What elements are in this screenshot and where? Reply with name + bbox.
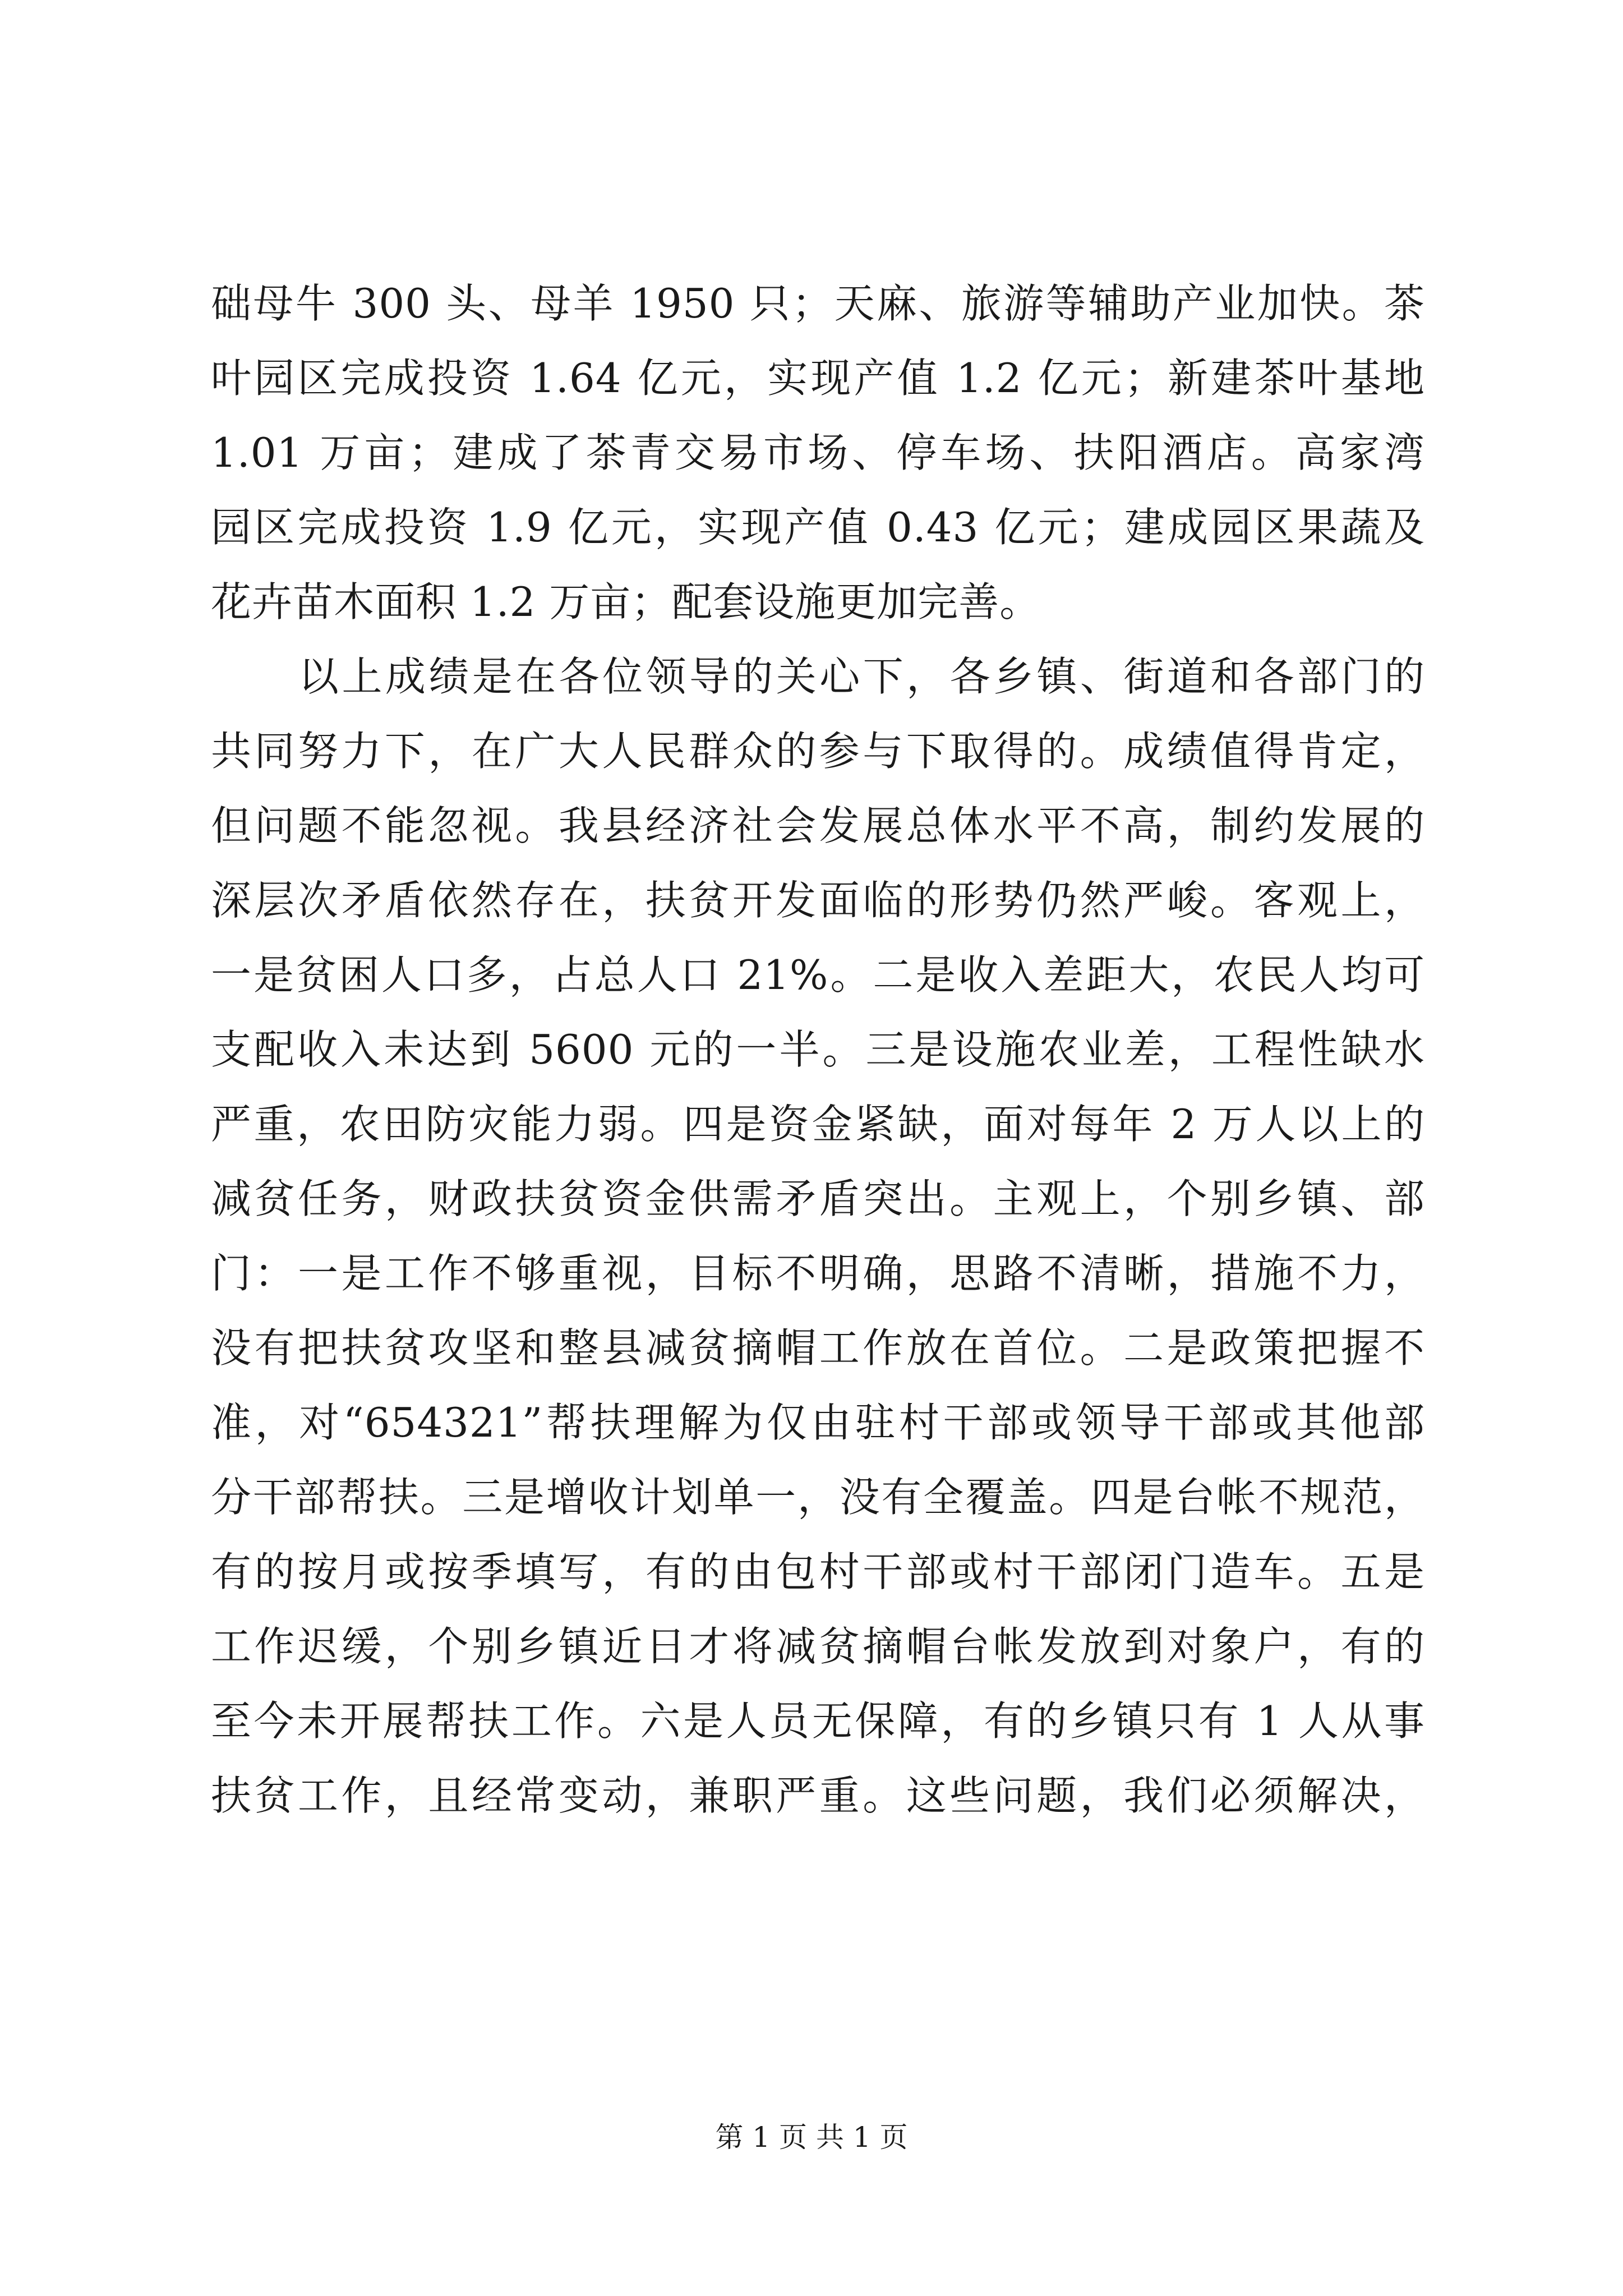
text-line: 一是贫困人口多，占总人口 21%。二是收入差距大，农民人均可 — [211, 951, 1425, 999]
text-line: 支配收入未达到 5600 元的一半。三是设施农业差，工程性缺水 — [211, 1026, 1425, 1073]
text-line: 准，对“654321”帮扶理解为仅由驻村干部或领导干部或其他部 — [211, 1399, 1425, 1446]
text-line: 分干部帮扶。三是增收计划单一，没有全覆盖。四是台帐不规范， — [211, 1474, 1425, 1521]
page-number: 第 1 页 共 1 页 — [715, 2121, 908, 2154]
text-line: 共同努力下，在广大人民群众的参与下取得的。成绩值得肯定， — [211, 728, 1425, 775]
text-line: 至今未开展帮扶工作。六是人员无保障，有的乡镇只有 1 人从事 — [211, 1697, 1425, 1745]
text-line: 工作迟缓，个别乡镇近日才将减贫摘帽台帐发放到对象户，有的 — [211, 1623, 1425, 1670]
text-line: 叶园区完成投资 1.64 亿元，实现产值 1.2 亿元；新建茶叶基地 — [211, 355, 1425, 402]
text-line: 没有把扶贫攻坚和整县减贫摘帽工作放在首位。二是政策把握不 — [211, 1324, 1425, 1372]
text-line: 但问题不能忽视。我县经济社会发展总体水平不高，制约发展的 — [211, 802, 1425, 849]
text-line: 有的按月或按季填写，有的由包村干部或村干部闭门造车。五是 — [211, 1548, 1425, 1595]
text-line: 减贫任务，财政扶贫资金供需矛盾突出。主观上，个别乡镇、部 — [211, 1175, 1425, 1222]
text-line: 园区完成投资 1.9 亿元，实现产值 0.43 亿元；建成园区果蔬及 — [211, 504, 1425, 551]
text-line: 门：一是工作不够重视，目标不明确，思路不清晰，措施不力， — [211, 1250, 1425, 1297]
text-line: 扶贫工作，且经常变动，兼职严重。这些问题，我们必须解决， — [211, 1772, 1425, 1819]
text-line: 1.01 万亩；建成了茶青交易市场、停车场、扶阳酒店。高家湾 — [211, 429, 1425, 476]
text-line: 以上成绩是在各位领导的关心下，各乡镇、街道和各部门的 — [298, 653, 1425, 700]
text-line: 深层次矛盾依然存在，扶贫开发面临的形势仍然严峻。客观上， — [211, 877, 1425, 924]
text-line: 严重，农田防灾能力弱。四是资金紧缺，面对每年 2 万人以上的 — [211, 1101, 1425, 1148]
text-line: 础母牛 300 头、母羊 1950 只；天麻、旅游等辅助产业加快。茶 — [211, 280, 1425, 327]
page-footer — [0, 2115, 1623, 2155]
text-line: 花卉苗木面积 1.2 万亩；配套设施更加完善。 — [211, 578, 1041, 625]
document-body — [211, 266, 1425, 1833]
